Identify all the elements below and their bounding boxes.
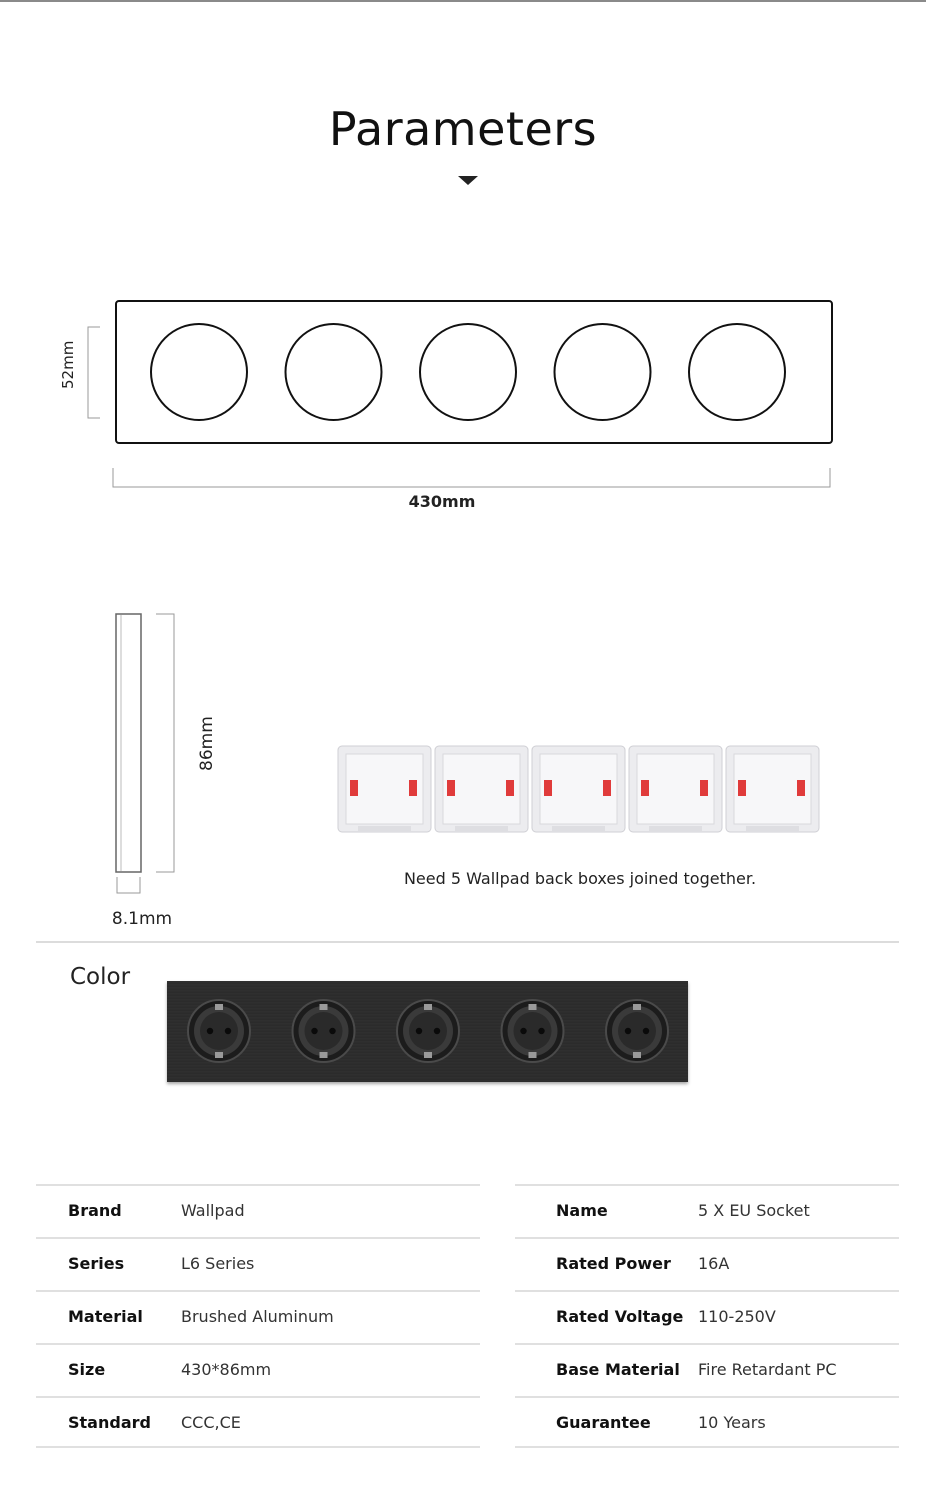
spec-key: Base Material [556, 1360, 680, 1379]
spec-row [515, 1290, 899, 1342]
spec-value: 430*86mm [181, 1360, 272, 1379]
eu-socket [502, 1000, 564, 1062]
spec-value: 16A [698, 1254, 730, 1273]
spec-row [515, 1237, 899, 1289]
socket-outline-circle [555, 324, 651, 420]
back-box [726, 746, 819, 832]
spec-value: 110-250V [698, 1307, 776, 1326]
spec-key: Size [68, 1360, 106, 1379]
spec-row [515, 1396, 899, 1448]
spec-value: 10 Years [698, 1413, 766, 1432]
clip-red-left [350, 780, 358, 796]
width-dimension-label: 430mm [408, 492, 476, 511]
socket-outline-circle [151, 324, 247, 420]
spec-row [515, 1343, 899, 1395]
spec-value: Fire Retardant PC [698, 1360, 837, 1379]
side-height-bracket [156, 614, 174, 872]
black-panel-swatch[interactable] [167, 981, 688, 1082]
clip-red-left [544, 780, 552, 796]
clip-red-left [447, 780, 455, 796]
spec-value: 5 X EU Socket [698, 1201, 810, 1220]
clip-red-left [738, 780, 746, 796]
height-dimension-label: 52mm [59, 340, 77, 389]
spec-key: Material [68, 1307, 143, 1326]
clip-red-left [641, 780, 649, 796]
clip-red-right [797, 780, 805, 796]
back-box [338, 746, 431, 832]
height-bracket [88, 327, 100, 418]
spec-row [36, 1237, 480, 1289]
spec-row [36, 1290, 480, 1342]
thickness-dimension-label: 8.1mm [111, 909, 173, 929]
page-title: Parameters [328, 102, 598, 156]
side-profile-diagram [100, 605, 190, 895]
back-box [532, 746, 625, 832]
color-label: Color [70, 964, 131, 990]
top-border-line [0, 0, 926, 2]
back-box [629, 746, 722, 832]
eu-socket [397, 1000, 459, 1062]
clip-red-right [506, 780, 514, 796]
spec-row [36, 1184, 480, 1236]
spec-row [36, 1396, 480, 1448]
side-height-dimension-label: 86mm [197, 716, 217, 771]
back-box [435, 746, 528, 832]
spec-row [515, 1184, 899, 1236]
back-boxes-image [334, 740, 824, 840]
spec-key: Series [68, 1254, 125, 1273]
black-panel-sockets [167, 981, 688, 1082]
back-box-group [338, 746, 819, 832]
front-outline-diagram [0, 290, 926, 500]
spec-key: Standard [68, 1413, 151, 1432]
spec-row [36, 1343, 480, 1395]
socket-group [188, 1000, 668, 1062]
spec-value: Brushed Aluminum [181, 1307, 334, 1326]
eu-socket [606, 1000, 668, 1062]
clip-red-right [409, 780, 417, 796]
socket-outline-circle [689, 324, 785, 420]
width-bracket [113, 468, 830, 487]
section-divider [36, 941, 899, 943]
spec-value: CCC,CE [181, 1413, 241, 1432]
clip-red-right [700, 780, 708, 796]
clip-red-right [603, 780, 611, 796]
spec-key: Brand [68, 1201, 122, 1220]
spec-key: Guarantee [556, 1413, 651, 1432]
eu-socket [293, 1000, 355, 1062]
caret-down-icon [458, 176, 478, 185]
spec-key: Rated Power [556, 1254, 671, 1273]
spec-key: Rated Voltage [556, 1307, 684, 1326]
socket-outline-circle [420, 324, 516, 420]
eu-socket [188, 1000, 250, 1062]
thickness-bracket [117, 877, 140, 893]
spec-value: Wallpad [181, 1201, 245, 1220]
side-profile-panel [116, 614, 141, 872]
spec-value: L6 Series [181, 1254, 255, 1273]
spec-key: Name [556, 1201, 608, 1220]
socket-outline-circle [286, 324, 382, 420]
backbox-note: Need 5 Wallpad back boxes joined together. [403, 869, 757, 888]
